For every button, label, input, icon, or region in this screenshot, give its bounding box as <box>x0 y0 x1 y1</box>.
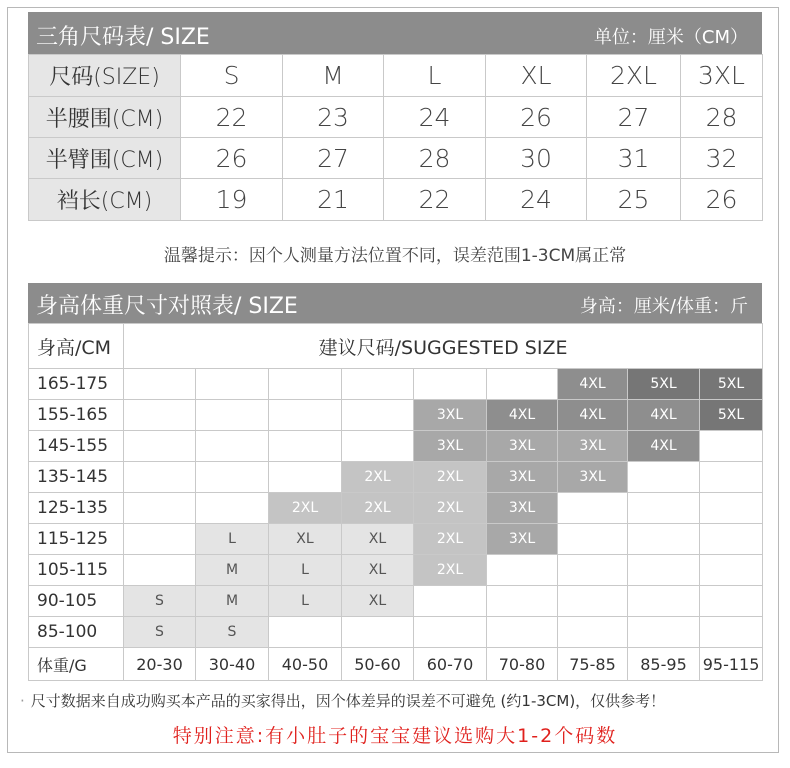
size-cell: 25 <box>587 179 681 221</box>
suggested-size-cell: XL <box>342 586 414 617</box>
suggested-size-cell: XL <box>269 524 342 555</box>
fit-row <box>29 617 763 648</box>
suggested-size-cell <box>269 400 342 431</box>
suggested-size-cell: L <box>196 524 269 555</box>
size-cell: 24 <box>486 179 587 221</box>
suggested-size-cell: L <box>269 555 342 586</box>
suggested-size-cell: 3XL <box>558 462 628 493</box>
suggested-size-cell <box>342 431 414 462</box>
bullet-icon: · <box>20 692 25 710</box>
fit-row <box>29 462 763 493</box>
fit-row <box>29 586 763 617</box>
fit-chart-unit: 身高：厘米/体重：斤 <box>579 296 748 317</box>
suggested-size-cell: 2XL <box>414 462 487 493</box>
suggested-size-cell <box>628 555 700 586</box>
suggested-size-cell <box>124 555 196 586</box>
size-cell: 22 <box>181 97 283 138</box>
suggested-size-cell: 2XL <box>342 493 414 524</box>
height-range-label: 125-135 <box>29 493 124 524</box>
height-range-label: 135-145 <box>29 462 124 493</box>
suggested-size-cell <box>558 617 628 648</box>
size-header-label: 尺码(SIZE) <box>29 55 181 97</box>
weight-range-cell: 50-60 <box>342 648 414 681</box>
suggested-size-cell <box>269 462 342 493</box>
suggested-size-cell <box>700 524 763 555</box>
size-cell: 26 <box>681 179 763 221</box>
suggested-size-cell: 3XL <box>414 431 487 462</box>
height-range-label: 155-165 <box>29 400 124 431</box>
fit-row <box>29 369 763 400</box>
fit-chart-table <box>28 323 763 681</box>
suggested-size-cell: 3XL <box>487 493 558 524</box>
weight-row <box>29 648 763 681</box>
suggested-size-cell <box>487 555 558 586</box>
weight-range-cell: 40-50 <box>269 648 342 681</box>
suggested-size-cell: 4XL <box>487 400 558 431</box>
suggested-size-cell <box>269 431 342 462</box>
suggested-size-cell <box>124 431 196 462</box>
size-cell: 19 <box>181 179 283 221</box>
size-header-l: L <box>384 55 486 97</box>
suggested-size-cell <box>196 431 269 462</box>
suggested-size-cell: 4XL <box>628 431 700 462</box>
suggested-size-cell: S <box>196 617 269 648</box>
measurement-tip: 温馨提示：因个人测量方法位置不同，误差范围1-3CM属正常 <box>163 246 627 266</box>
suggested-size-cell <box>196 400 269 431</box>
suggested-size-cell <box>558 586 628 617</box>
suggested-size-cell <box>414 586 487 617</box>
row-label: 半臂围(CM) <box>29 138 181 179</box>
weight-range-cell: 70-80 <box>487 648 558 681</box>
suggested-size-cell <box>700 586 763 617</box>
suggested-size-cell <box>487 586 558 617</box>
weight-range-cell: 60-70 <box>414 648 487 681</box>
suggested-size-cell <box>700 431 763 462</box>
suggested-size-cell: 3XL <box>414 400 487 431</box>
row-label: 裆长(CM) <box>29 179 181 221</box>
suggested-size-cell <box>487 369 558 400</box>
weight-range-cell: 20-30 <box>124 648 196 681</box>
suggested-size-cell: 2XL <box>414 555 487 586</box>
suggested-size-cell: 3XL <box>487 524 558 555</box>
size-header-xl: XL <box>486 55 587 97</box>
weight-range-cell: 75-85 <box>558 648 628 681</box>
suggested-size-cell: XL <box>342 524 414 555</box>
suggested-size-cell: 5XL <box>628 369 700 400</box>
size-cell: 30 <box>486 138 587 179</box>
fit-chart-header <box>28 283 762 323</box>
suggested-size-cell <box>700 617 763 648</box>
suggested-size-cell <box>124 524 196 555</box>
size-header-2xl: 2XL <box>587 55 681 97</box>
fit-chart-title: 身高体重尺寸对照表/ SIZE <box>36 294 298 319</box>
size-header-s: S <box>181 55 283 97</box>
suggested-size-cell <box>124 369 196 400</box>
size-chart-header-row <box>29 55 763 97</box>
suggested-size-cell: M <box>196 586 269 617</box>
weight-row-label: 体重/G <box>29 648 124 681</box>
row-label: 半腰围(CM) <box>29 97 181 138</box>
suggested-size-cell <box>628 524 700 555</box>
suggested-size-cell <box>342 400 414 431</box>
suggested-size-label: 建议尺码/SUGGESTED SIZE <box>124 324 763 369</box>
suggested-size-cell: 3XL <box>558 431 628 462</box>
height-range-label: 165-175 <box>29 369 124 400</box>
suggested-size-cell: 2XL <box>414 524 487 555</box>
size-cell: 32 <box>681 138 763 179</box>
data-source-note <box>20 690 665 711</box>
suggested-size-cell <box>414 617 487 648</box>
height-range-label: 145-155 <box>29 431 124 462</box>
size-cell: 23 <box>283 97 384 138</box>
size-header-m: M <box>283 55 384 97</box>
weight-range-cell: 95-115 <box>700 648 763 681</box>
fit-row <box>29 400 763 431</box>
size-cell: 27 <box>283 138 384 179</box>
size-chart-unit: 单位：厘米（CM） <box>593 27 748 48</box>
suggested-size-cell <box>414 369 487 400</box>
suggested-size-cell: 4XL <box>558 400 628 431</box>
height-range-label: 105-115 <box>29 555 124 586</box>
suggested-size-cell: 4XL <box>558 369 628 400</box>
suggested-size-cell <box>124 400 196 431</box>
suggested-size-cell <box>628 493 700 524</box>
suggested-size-cell: XL <box>342 555 414 586</box>
suggested-size-cell: 5XL <box>700 400 763 431</box>
suggested-size-cell <box>342 369 414 400</box>
suggested-size-cell: S <box>124 586 196 617</box>
height-range-label: 90-105 <box>29 586 124 617</box>
weight-range-cell: 30-40 <box>196 648 269 681</box>
suggested-size-cell <box>700 462 763 493</box>
suggested-size-cell: 4XL <box>628 400 700 431</box>
suggested-size-cell <box>628 462 700 493</box>
suggested-size-cell: 2XL <box>342 462 414 493</box>
size-row-thigh <box>29 138 763 179</box>
sizing-warning: 特别注意:有小肚子的宝宝建议选购大1-2个码数 <box>172 725 618 747</box>
height-column-label: 身高/CM <box>29 324 124 369</box>
size-cell: 27 <box>587 97 681 138</box>
suggested-size-cell: L <box>269 586 342 617</box>
size-cell: 24 <box>384 97 486 138</box>
height-range-label: 115-125 <box>29 524 124 555</box>
suggested-size-cell: 3XL <box>487 431 558 462</box>
suggested-size-cell: 3XL <box>487 462 558 493</box>
size-cell: 21 <box>283 179 384 221</box>
suggested-size-cell: M <box>196 555 269 586</box>
suggested-size-cell <box>487 617 558 648</box>
suggested-size-cell <box>269 369 342 400</box>
size-cell: 26 <box>486 97 587 138</box>
size-cell: 28 <box>384 138 486 179</box>
size-cell: 26 <box>181 138 283 179</box>
suggested-size-cell <box>628 586 700 617</box>
size-chart-title: 三角尺码表/ SIZE <box>36 25 210 50</box>
suggested-size-cell <box>558 524 628 555</box>
suggested-size-cell <box>196 462 269 493</box>
suggested-size-cell <box>700 493 763 524</box>
fit-row <box>29 555 763 586</box>
suggested-size-cell <box>124 462 196 493</box>
size-chart-table <box>28 54 763 221</box>
suggested-size-cell <box>124 493 196 524</box>
suggested-size-cell <box>196 493 269 524</box>
suggested-size-cell <box>269 617 342 648</box>
suggested-size-cell <box>700 555 763 586</box>
size-header-3xl: 3XL <box>681 55 763 97</box>
size-cell: 28 <box>681 97 763 138</box>
fit-chart-head-row <box>29 324 763 369</box>
size-cell: 31 <box>587 138 681 179</box>
fit-row <box>29 431 763 462</box>
height-range-label: 85-100 <box>29 617 124 648</box>
suggested-size-cell <box>342 617 414 648</box>
size-chart-header <box>28 12 762 54</box>
suggested-size-cell: 2XL <box>414 493 487 524</box>
weight-range-cell: 85-95 <box>628 648 700 681</box>
suggested-size-cell: S <box>124 617 196 648</box>
size-cell: 22 <box>384 179 486 221</box>
suggested-size-cell <box>558 555 628 586</box>
suggested-size-cell <box>196 369 269 400</box>
suggested-size-cell: 5XL <box>700 369 763 400</box>
data-source-text: 尺寸数据来自成功购买本产品的买家得出，因个体差异的误差不可避免 (约1-3CM)，仅供参考！ <box>30 692 666 710</box>
suggested-size-cell: 2XL <box>269 493 342 524</box>
size-row-rise <box>29 179 763 221</box>
fit-row <box>29 493 763 524</box>
fit-row <box>29 524 763 555</box>
suggested-size-cell <box>628 617 700 648</box>
size-row-waist <box>29 97 763 138</box>
suggested-size-cell <box>558 493 628 524</box>
